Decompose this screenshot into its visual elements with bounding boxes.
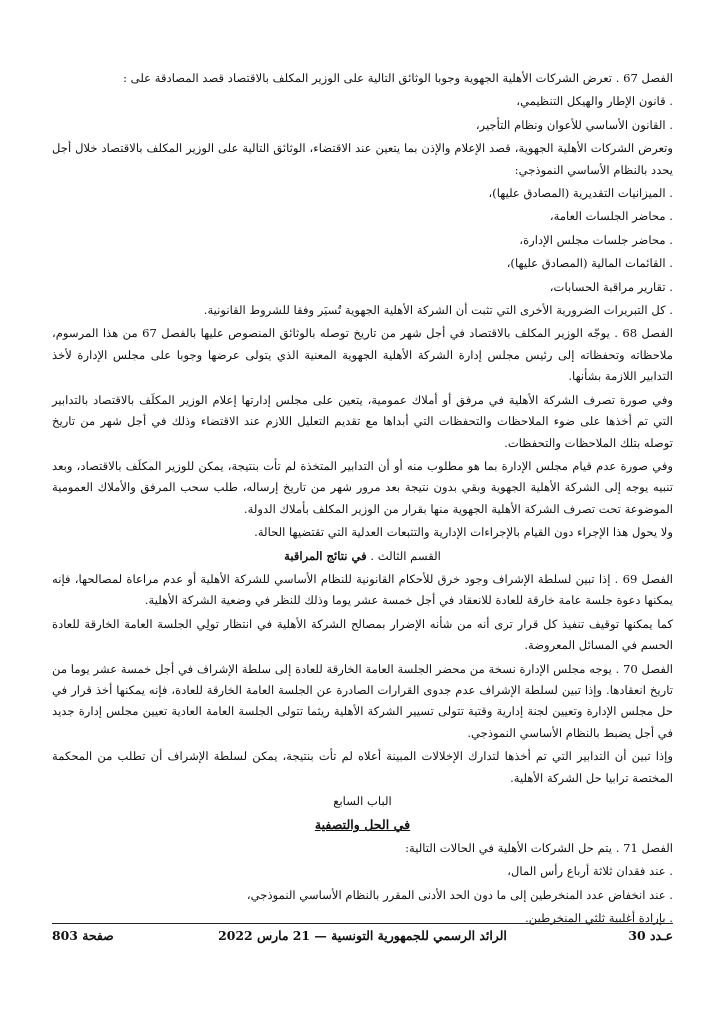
article-67-paragraph-2: وتعرض الشركات الأهلية الجهوية، قصد الإعلام والإذن بما يتعين عند الاقتضاء، الوثائق التالية على الوزير المكلف بالاقتصاد خلال أجل يحدد بالنظام الأساسي النموذجي: (52, 141, 673, 177)
list-item: . بإرادة أغلبية ثلثي المنخرطين. (525, 911, 673, 926)
section-heading (52, 546, 673, 567)
list-item: . القانون الأساسي للأعوان ونظام التأجير، (475, 117, 673, 132)
footer-divider (52, 923, 673, 924)
article-71-paragraph: الفصل 71 . يتم حل الشركات الأهلية في الحالات التالية: (405, 840, 673, 855)
list-item: . تقارير مراقبة الحسابات، (549, 279, 673, 294)
page-number: صفحة 803 (52, 928, 114, 943)
article-70-paragraph-2: وإذا تبين أن التدابير التي تم أخذها لتدارك الإخلالات المبينة أعلاه لم تأت بنتيجة، يمكن لسلطة الإشراف أن تطلب من المحكمة المختصة ترابيا حل الشركة الأهلية. (52, 749, 673, 785)
list-item: . عند انخفاض عدد المنخرطين إلى ما دون الحد الأدنى المقرر بالنظام الأساسي النموذجي، (246, 887, 673, 902)
list-item: . محاضر الجلسات العامة، (549, 209, 673, 224)
article-68-paragraph-4: ولا يحول هذا الإجراء دون القيام بالإجراءات الإدارية والتتبعات العدلية التي تقتضيها الحالة. (254, 525, 673, 540)
journal-title-date: الرائد الرسمي للجمهورية التونسية — 21 مارس 2022 (218, 928, 507, 943)
section-label: القسم الثالث . (366, 548, 441, 563)
page-footer (52, 928, 673, 948)
list-item: . عند فقدان ثلاثة أرباع رأس المال، (507, 864, 673, 879)
article-67-paragraph: الفصل 67 . تعرض الشركات الأهلية الجهوية وجوبا الوثائق التالية على الوزير المكلف بالاقتصاد قصد المصادقة على : (123, 71, 673, 85)
article-69-paragraph: الفصل 69 . إذا تبين لسلطة الإشراف وجود خرق للأحكام القانونية للنظام الأساسي للشركة الأهلية أو عدم مراعاة لمصالحها، فإنه يمكنها دعوة جلسة عامة خارقة للعادة للانعقاد في أجل خمسة عشر يوما وذلك للنظر في وضعية الشركة الأهلية. (52, 571, 673, 608)
chapter-title: في الحل والتصفية (314, 817, 411, 833)
list-item: . الميزانيات التقديرية (المصادق عليها)، (488, 186, 673, 201)
article-68-paragraph-2: وفي صورة تصرف الشركة الأهلية في مرفق أو أملاك عمومية، يتعين على مجلس إدارتها إعلام الوزير المكلَف بالاقتصاد بالتدابير التي تم أخذها على ضوء الملاحظات والتحفظات التي أبداها مع تقديم التعليل اللازم عند الاقتضاء وذلك في أجل شهر من تاريخ توصله بتلك الملاحظات والتحفظات. (52, 392, 673, 450)
list-item: . القائمات المالية (المصادق عليها)، (506, 256, 673, 271)
list-item: . محاضر جلسات مجلس الإدارة، (519, 232, 673, 247)
article-69-paragraph-2: كما يمكنها توقيف تنفيذ كل قرار ترى أنه من شأنه الإضرار بمصالح الشركة الأهلية في انتظار تولِي الجلسة العامة الخارقة للعادة الحسم في المسائل المعروضة. (52, 616, 673, 653)
issue-number: عـدد 30 (628, 928, 673, 943)
article-68-paragraph: الفصل 68 . يوجّه الوزير المكلف بالاقتصاد في أجل شهر من تاريخ توصله بالوثائق المنصوص عليها بالفصل 67 من هذا المرسوم، ملاحظاته وتحفظاته إلى رئيس مجلس إدارة الشركة الأهلية الجهوية المعنية الذي يتولى عرضها وجوبا على مجلس الإدارة لأخذ التدابير اللازمة بشأنها. (52, 326, 673, 384)
article-70-paragraph: الفصل 70 . يوجه مجلس الإدارة نسخة من محضر الجلسة العامة الخارقة للعادة إلى سلطة الإشراف في أجل خمسة عشر يوما من تاريخ انعقادها. وإذا تبين لسلطة الإشراف عدم جدوى القرارات الصادرة عن الجلسة العامة الخارقة للعادة، فإنه يمكنها أخذ قرار في حل مجلس الإدارة وتعيين لجنة إدارية وقتية تتولى تسيير الشركة الأهلية ريثما تتولى الجلسة العامة العادية تعيين مجلس إدارة جديد في أجل يضبط بالنظام الأساسي النموذجي. (52, 661, 673, 740)
page-content (52, 68, 673, 931)
section-title: في نتائج المراقبة (284, 548, 367, 563)
list-item: . قانون الإطار والهيكل التنظيمي، (516, 94, 673, 109)
chapter-label: الباب السابع (333, 794, 392, 808)
list-item: . كل التبريرات الضرورية الأخرى التي تثبت أن الشركة الأهلية الجهوية تُسيَر وفقا للشروط القانونية. (203, 303, 673, 318)
article-68-paragraph-3: وفي صورة عدم قيام مجلس الإدارة بما هو مطلوب منه أو أن التدابير المتخذة لم تأت بنتيجة، يمكن للوزير المكلَف بالاقتصاد، وبعد تنبيه يوجه إلى الشركة الأهلية الجهوية وبقي بدون نتيجة بعد مرور شهر من تاريخ إرساله، طلب سحب المرفق والأملاك العمومية الموضوعة تحت تصرف الشركة الأهلية الجهوية منها بقرار من الوزير المكلف بأملاك الدولة. (52, 458, 673, 516)
